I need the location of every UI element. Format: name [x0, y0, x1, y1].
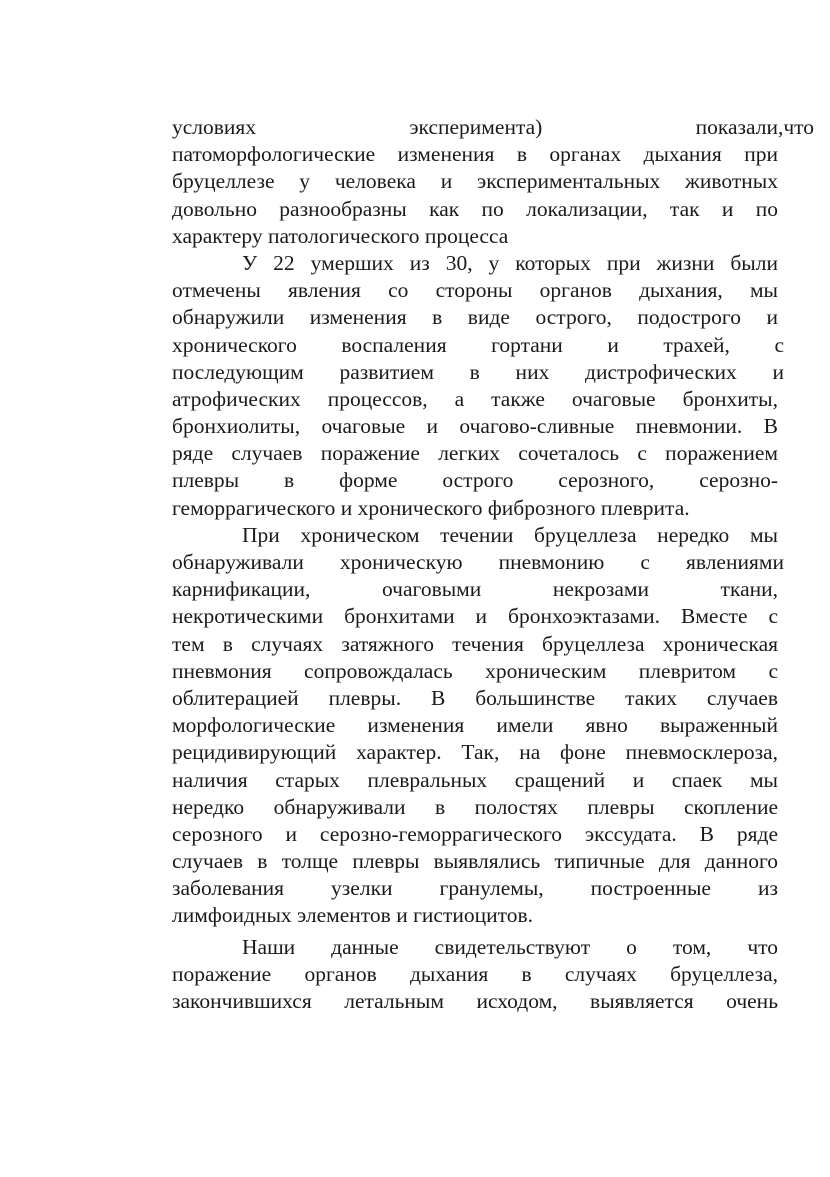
- text-line: карнификации, очаговыми некрозами ткани,: [172, 577, 778, 602]
- text-line: отмечены явления со стороны органов дыхания, мы: [172, 278, 778, 303]
- text-line: некротическими бронхитами и бронхоэктазами. Вместе с: [172, 604, 778, 629]
- text-line: серозного и серозно-геморрагического экссудата. В ряде: [172, 821, 778, 846]
- text-line: При хроническом течении бруцеллеза нередко мы: [242, 522, 778, 547]
- text-line: морфологические изменения имели явно выраженный: [172, 713, 778, 738]
- text-line: бронхиолиты, очаговые и очагово-сливные пневмонии. В: [172, 414, 778, 439]
- text-line: рецидивирующий характер. Так, на фоне пневмосклероза,: [172, 740, 778, 765]
- text-line: геморрагического и хронического фиброзного плеврита.: [172, 495, 690, 520]
- text-line: патоморфологические изменения в органах дыхания при: [172, 142, 778, 167]
- paragraph-3: [172, 522, 784, 930]
- text-line: пневмония сопровождалась хроническим плевритом с: [172, 658, 778, 683]
- text-line: хронического воспаления гортани и трахей, с: [172, 332, 784, 357]
- text-line: довольно разнообразны как по локализации, так и по: [172, 196, 778, 221]
- text-line: У 22 умерших из 30, у которых при жизни были: [242, 250, 778, 275]
- text-line: Наши данные свидетельствуют о том, что: [242, 934, 778, 959]
- paragraph-1: [172, 114, 814, 250]
- text-line: закончившихся летальным исходом, выявляется очень: [172, 989, 778, 1013]
- text-line: характеру патологического процесса: [172, 223, 509, 248]
- text-line: поражение органов дыхания в случаях бруцеллеза,: [172, 961, 778, 986]
- text-line: заболевания узелки гранулемы, построенные из: [172, 876, 778, 901]
- text-line: ряде случаев поражение легких сочеталось с поражением: [172, 441, 778, 466]
- text-line: облитерацией плевры. В большинстве таких случаев: [172, 685, 778, 710]
- document-body: [172, 114, 814, 1015]
- text-line: плевры в форме острого серозного, серозно-: [172, 468, 778, 493]
- text-line: атрофических процессов, а также очаговые бронхиты,: [172, 386, 778, 411]
- text-line: тем в случаях затяжного течения бруцеллеза хроническая: [172, 631, 778, 656]
- text-line: последующим развитием в них дистрофических и: [172, 359, 784, 384]
- paragraph-2: [172, 250, 784, 522]
- text-line: наличия старых плевральных сращений и спаек мы: [172, 767, 778, 792]
- text-line: обнаруживали хроническую пневмонию с явлениями: [172, 550, 784, 574]
- text-line: условиях эксперимента) показали,что: [172, 115, 814, 139]
- text-line: бруцеллезе у человека и экспериментальных животных: [172, 169, 778, 194]
- text-line: лимфоидных элементов и гистиоцитов.: [172, 903, 533, 928]
- paragraph-4: [172, 934, 778, 1016]
- text-line: обнаружили изменения в виде острого, подострого и: [172, 305, 778, 330]
- text-line: случаев в толще плевры выявлялись типичные для данного: [172, 849, 778, 874]
- text-line: нередко обнаруживали в полостях плевры скопление: [172, 794, 778, 819]
